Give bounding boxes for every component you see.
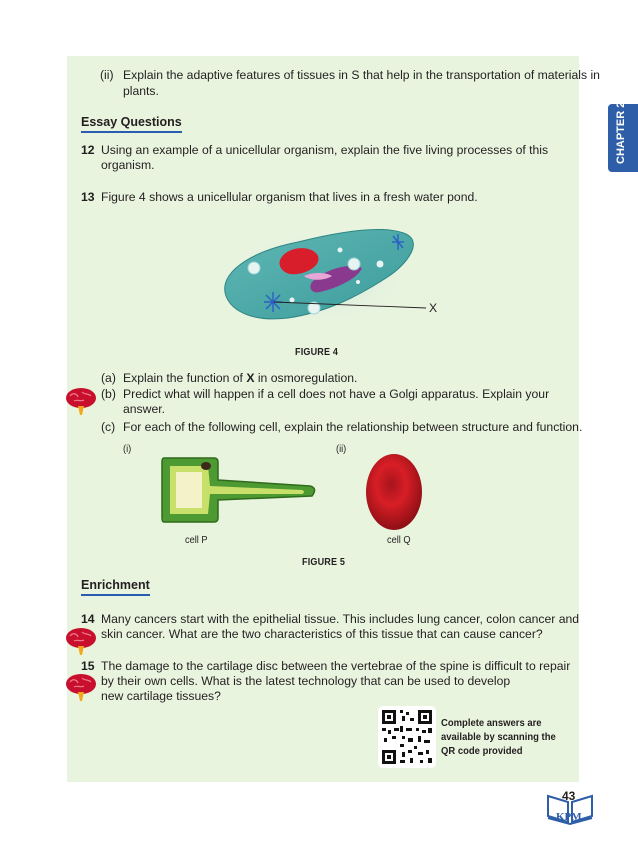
question-15-line1: The damage to the cartilage disc between the vertebrae of the spine is difficult to repair — [101, 659, 571, 673]
question-14-line2: skin cancer. What are the two characteristics of this tissue that can cause cancer? — [101, 627, 543, 641]
question-13-text: Figure 4 shows a unicellular organism that lives in a fresh water pond. — [101, 190, 478, 204]
part-b-label: (b) — [101, 387, 116, 401]
figure5-label-i: (i) — [123, 443, 132, 455]
figure5-caption: FIGURE 5 — [302, 556, 346, 568]
question-ii-label: (ii) — [100, 68, 114, 82]
question-12-number: 12 — [81, 143, 95, 157]
part-a-text: Explain the function of X in osmoregulation. — [123, 371, 358, 385]
part-b-line1: Predict what will happen if a cell does not have a Golgi apparatus. Explain your — [123, 387, 550, 401]
part-c-text: For each of the following cell, explain the relationship between structure and function. — [123, 420, 583, 434]
figure5-label-ii: (ii) — [336, 443, 347, 455]
publisher-logo-text: KPM — [556, 811, 582, 823]
question-15-line3: new cartilage tissues? — [101, 689, 221, 703]
qr-code-icon — [378, 706, 436, 768]
chapter-tab — [608, 101, 638, 172]
hots-brain-icon — [64, 626, 98, 656]
question-ii-line1: Explain the adaptive features of tissues in S that help in the transportation of materials in — [123, 68, 600, 82]
question-12-line1: Using an example of a unicellular organism, explain the five living processes of this — [101, 143, 549, 157]
question-12-line2: organism. — [101, 158, 155, 172]
cell-p-root-hair-illustration — [160, 452, 320, 526]
part-a-label: (a) — [101, 371, 116, 385]
question-14-number: 14 — [81, 612, 95, 626]
part-b-line2: answer. — [123, 402, 166, 416]
question-ii-line2: plants. — [123, 84, 159, 98]
enrichment-heading: Enrichment — [81, 578, 150, 596]
question-14-line1: Many cancers start with the epithelial tissue. This includes lung cancer, colon cancer and — [101, 612, 580, 626]
figure4-pointer-label-x: X — [429, 301, 438, 315]
cell-q-label: cell Q — [387, 534, 411, 546]
chapter-tab-label: CHAPTER 2 — [615, 101, 627, 164]
hots-brain-icon — [64, 386, 98, 416]
qr-code[interactable] — [378, 706, 436, 768]
essay-questions-heading: Essay Questions — [81, 115, 182, 133]
part-c-label: (c) — [101, 420, 116, 434]
figure4-caption: FIGURE 4 — [295, 346, 339, 358]
cell-q-red-blood-cell-illustration — [364, 452, 424, 532]
cell-p-label: cell P — [185, 534, 208, 546]
page-number: 43 — [562, 789, 576, 803]
question-15-number: 15 — [81, 659, 95, 673]
qr-note: Complete answers are available by scanning the QR code provided — [441, 718, 556, 757]
question-13-number: 13 — [81, 190, 95, 204]
figure4-organism-illustration — [208, 216, 448, 336]
question-15-line2: by their own cells. What is the latest technology that can be used to develop — [101, 674, 511, 688]
hots-brain-icon — [64, 672, 98, 702]
